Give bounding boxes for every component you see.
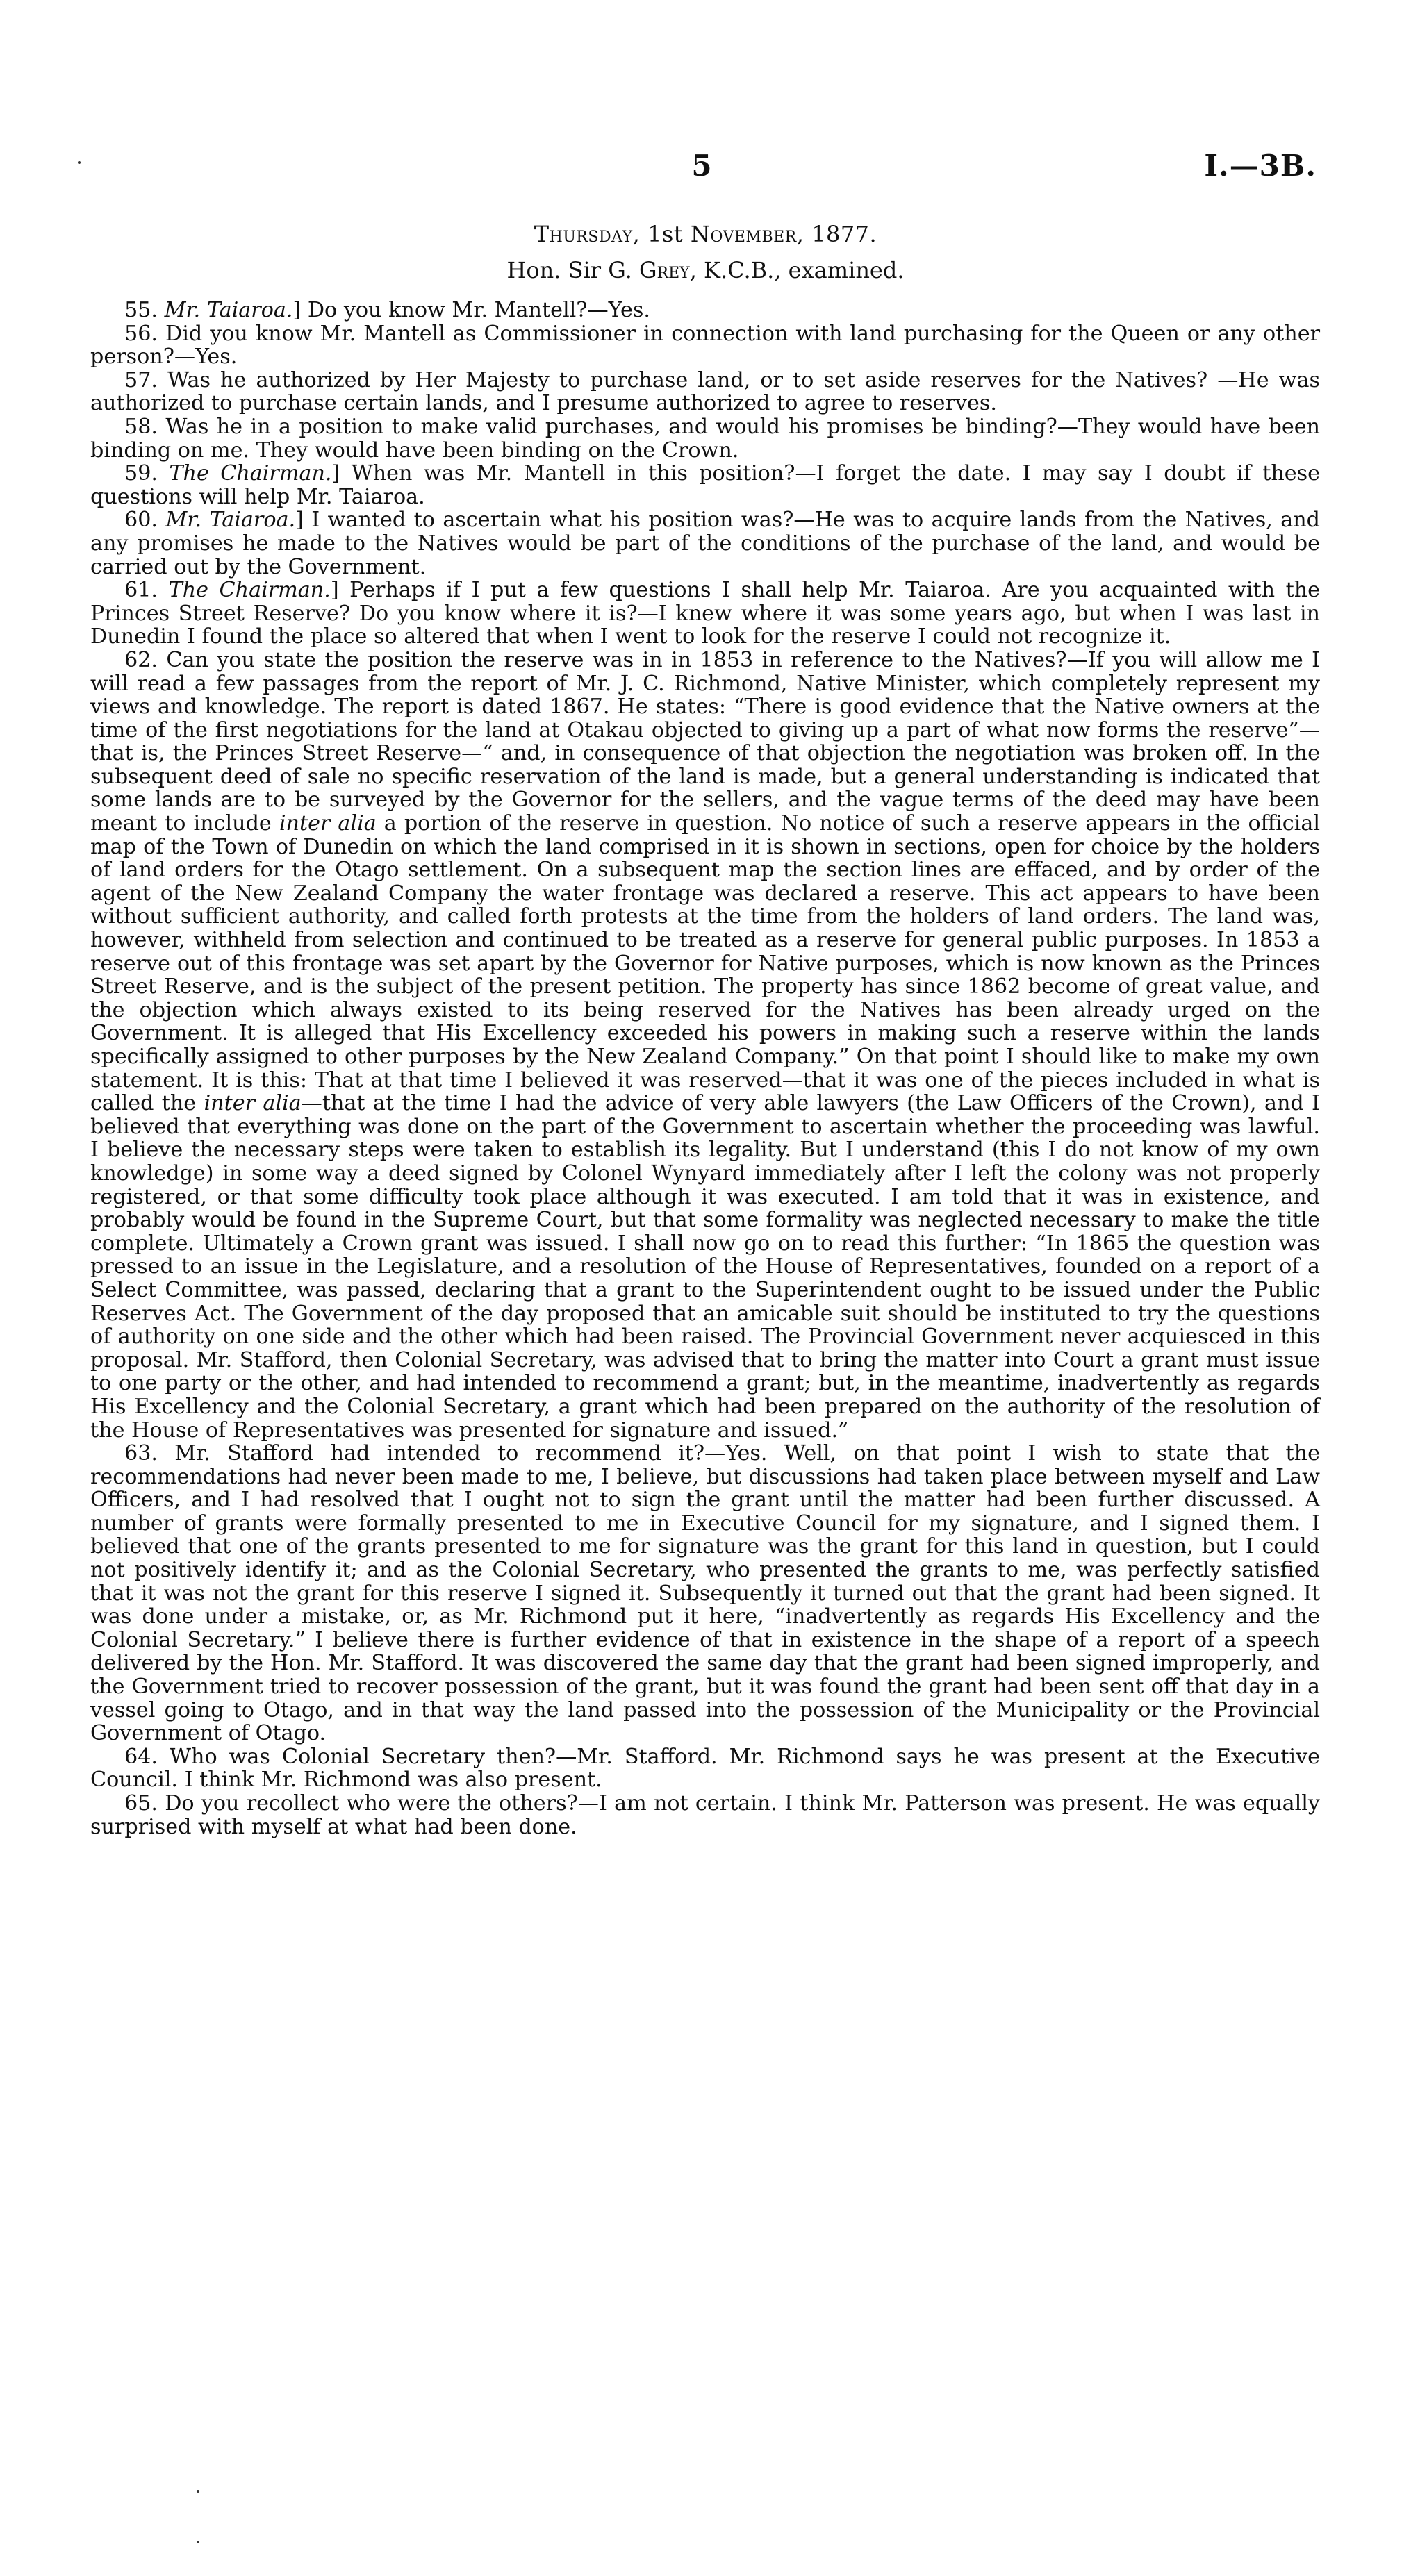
testimony-paragraph bbox=[90, 299, 1320, 322]
testimony-paragraph bbox=[90, 462, 1320, 508]
date-year: , 1877. bbox=[796, 221, 877, 247]
margin-mark bbox=[78, 161, 81, 164]
paragraph-text: 60. bbox=[124, 508, 166, 533]
testimony-paragraph bbox=[90, 1745, 1320, 1792]
testimony-paragraph bbox=[90, 322, 1320, 369]
paragraph-text: 58. Was he in a position to make valid purchases, and would his promises be binding?—They would have been binding on me. They would have been binding on the Crown. bbox=[90, 414, 1320, 463]
margin-mark bbox=[197, 2541, 199, 2543]
italic-text: inter alia bbox=[279, 811, 377, 836]
paragraph-text: 65. Do you recollect who were the others?—I am not certain. I think Mr. Patterson was present. He was equally surprised with myself at what had been done. bbox=[90, 1791, 1320, 1839]
italic-text: Mr. Taiaroa. bbox=[165, 508, 296, 533]
witness-suffix: , K.C.B., examined. bbox=[689, 257, 905, 283]
paragraph-text: a portion of the reserve in question. No notice of such a reserve appears in the official map of the Town of Dunedin on which the land comprised in it is shown in sections, open for choice by the holders of land orders for the Otago settlement. On a subsequent map the section lines are effaced, and by order of the agent of the New Zealand Company the water frontage was declared a reserve. This act appears to have been without sufficient authority, and called forth protests at the time from the holders of land orders. The land was, however, withheld from selection and continued to be treated as a reserve for general public purposes. In 1853 a reserve out of this frontage was set apart by the Governor for Native purposes, which is now known as the Princes Street Reserve, and is the subject of the present petition. The property has since 1862 become of great value, and the objection which always existed to its being reserved for the Natives has been already urged on the Government. It is alleged that His Excellency exceeded his powers in making such a reserve within the lands specifically assigned to other purposes by the New Zealand Company.” On that point I should like to make my own statement. It is this: That at that time I believed it was reserved—that it was one of the pieces included in what is called the bbox=[90, 811, 1320, 1116]
testimony-paragraph bbox=[90, 649, 1320, 1442]
testimony-paragraph bbox=[90, 579, 1320, 649]
paragraph-text: 61. bbox=[124, 578, 169, 603]
margin-mark bbox=[197, 2490, 199, 2493]
testimony-paragraph bbox=[90, 369, 1320, 415]
italic-text: The Chairman. bbox=[169, 461, 332, 486]
paragraph-text: 55. bbox=[124, 298, 165, 322]
paragraph-text: ] I wanted to ascertain what his position was?—He was to acquire lands from the Natives, and any promises he made to the Natives would be part of the conditions of the purchase of the land, and would be carried out by the Government. bbox=[90, 508, 1321, 579]
paragraph-text: 57. Was he authorized by Her Majesty to purchase land, or to set aside reserves for the Natives? —He was authorized to purchase certain lands, and I presume authorized to agree to reserves. bbox=[90, 367, 1320, 416]
witness-name: Grey bbox=[638, 257, 690, 283]
testimony-paragraph bbox=[90, 415, 1320, 462]
paragraph-text: ] Do you know Mr. Mantell?—Yes. bbox=[292, 298, 650, 322]
testimony-paragraph bbox=[90, 508, 1320, 579]
italic-text: inter alia bbox=[204, 1091, 302, 1116]
paragraph-text: ] When was Mr. Mantell in this position?—I forget the date. I may say I doubt if these questions will help Mr. Taiaroa. bbox=[90, 461, 1321, 509]
testimony-paragraph bbox=[90, 1442, 1320, 1745]
page-number: 5 bbox=[691, 149, 712, 183]
document-reference: I.—3B. bbox=[1204, 149, 1317, 183]
paragraph-text: 63. Mr. Stafford had intended to recommend it?—Yes. Well, on that point I wish to state that the recommendations had never been made to me, I believe, but discussions had taken place between myself and Law Officers, and I had resolved that I ought not to sign the grant until the matter had been further discussed. A number of grants were formally presented to me in Executive Council for my signature, and I signed them. I believed that one of the grants presented to me for signature was the grant for this land in question, but I could not positively identify it; and as the Colonial Secretary, who presented the grants to me, was perfectly satisfied that it was not the grant for this reserve I signed it. Subsequently it turned out that the grant had been signed. It was done under a mistake, or, as Mr. Richmond put it here, “inadvertently as regards His Excellency and the Colonial Secretary.” I believe there is further evidence of that in existence in the shape of a report of a speech delivered by the Hon. Mr. Stafford. It was discovered the same day that the grant had been signed improperly, and the Government tried to recover possession of the grant, but it was found the grant had been sent off that day in a vessel going to Otago, and in that way the land passed into the possession of the Municipality or the Provincial Government of Otago. bbox=[90, 1441, 1320, 1746]
date-day: , 1st bbox=[632, 221, 691, 247]
session-date bbox=[0, 221, 1411, 247]
paragraph-text: 62. Can you state the position the reserve was in in 1853 in reference to the Natives?—If you will allow me I will read a few passages from the report of Mr. J. C. Richmond, Native Minister, which completely represent my views and knowledge. The report is dated 1867. He states: “There is good evidence that the Native owners at the time of the first negotiations for the land at Otakau objected to giving up a part of what now forms the reserve”—that is, the Princes Street Reserve—“ and, in consequence of that objection the negotiation was broken off. In the subsequent deed of sale no specific reservation of the land is made, but a general understanding is indicated that some lands are to be surveyed by the Governor for the sellers, and the vague terms of the deed may have been meant to include bbox=[90, 647, 1320, 836]
testimony-body bbox=[90, 299, 1320, 1838]
paragraph-text: 64. Who was Colonial Secretary then?—Mr. Stafford. Mr. Richmond says he was present at the Executive Council. I think Mr. Richmond was also present. bbox=[90, 1744, 1320, 1793]
date-weekday: Thursday bbox=[534, 221, 633, 247]
italic-text: Mr. Taiaroa. bbox=[164, 298, 293, 322]
paragraph-text: —that at the time I had the advice of very able lawyers (the Law Officers of the Crown), and I believed that everything was done on the part of the Government to ascertain whether the proceeding was lawful. I believe the necessary steps were taken to establish its legality. But I understand (this I do not know of my own knowledge) in some way a deed signed by Colonel Wynyard immediately after I left the colony was not properly registered, or that some difficulty took place although it was executed. I am told that it was in existence, and probably would be found in the Supreme Court, but that some formality was neglected necessary to make the title complete. Ultimately a Crown grant was issued. I shall now go on to read this further: “In 1865 the question was pressed to an issue in the Legislature, and a resolution of the House of Representatives, founded on a report of a Select Committee, was passed, declaring that a grant to the Superintendent ought to be issued under the Public Reserves Act. The Government of the day proposed that an amicable suit should be instituted to try the questions of authority on one side and the other which had been raised. The Provincial Government never acquiesced in this proposal. Mr. Stafford, then Colonial Secretary, was advised that to bring the matter into Court a grant must issue to one party or the other, and had intended to recommend a grant; but, in the meantime, inadvertently as regards His Excellency and the Colonial Secretary, a grant which had been prepared on the authority of the resolution of the House of Representatives was presented for signature and issued.” bbox=[90, 1091, 1320, 1443]
witness-prefix: Hon. Sir G. bbox=[506, 257, 639, 283]
witness-heading bbox=[0, 257, 1411, 283]
testimony-paragraph bbox=[90, 1792, 1320, 1838]
paragraph-text: 59. bbox=[124, 461, 170, 486]
italic-text: The Chairman. bbox=[168, 578, 331, 603]
paragraph-text: 56. Did you know Mr. Mantell as Commissioner in connection with land purchasing for the Queen or any other person?—Yes. bbox=[90, 321, 1320, 369]
date-month: November bbox=[690, 221, 797, 247]
paragraph-text: ] Perhaps if I put a few questions I shall help Mr. Taiaroa. Are you acquainted with the Princes Street Reserve? Do you know where it is?—I knew where it was some years ago, but when I was last in Dunedin I found the place so altered that when I went to look for the reserve I could not recognize it. bbox=[90, 578, 1321, 649]
